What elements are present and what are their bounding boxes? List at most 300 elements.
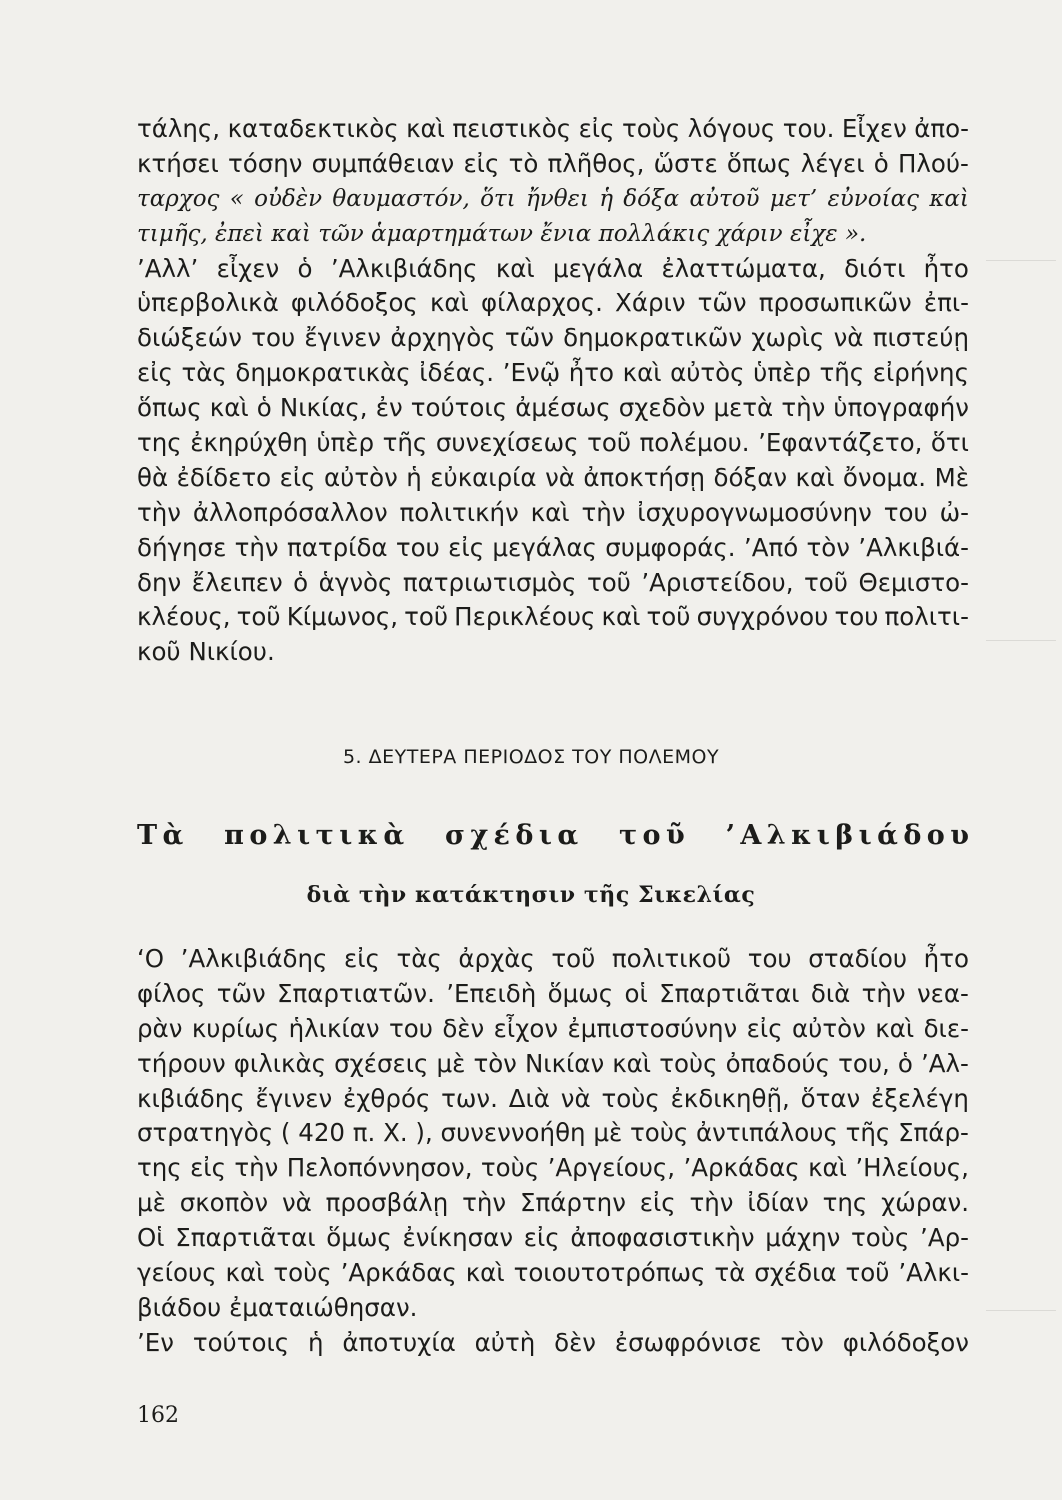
text-line: [137, 977, 969, 1012]
word: συμφοράς.: [605, 532, 736, 562]
word: λόγους: [687, 114, 776, 143]
text-line: [137, 496, 969, 531]
word: δόξαν: [713, 462, 788, 492]
word: ὅμως: [547, 978, 614, 1008]
text-line-quote: [137, 182, 969, 217]
word: ὠ-: [939, 497, 969, 527]
title-letter: ο: [642, 820, 661, 851]
word: ρὰν: [137, 1013, 183, 1043]
word: ὀπαδούς: [725, 1048, 830, 1078]
word: κλέους,: [137, 602, 231, 632]
text-line: [137, 1047, 969, 1082]
word: στρατηγὸς: [137, 1118, 274, 1148]
title-letter: χ: [470, 820, 489, 851]
word: ’Ηλείους,: [855, 1153, 969, 1183]
word: τοὺς: [601, 1083, 660, 1113]
word: τὴν: [137, 497, 181, 527]
title-letter: [584, 820, 614, 851]
word: αὐτὴ: [474, 1327, 536, 1357]
title-letter: α: [557, 820, 579, 851]
text-line: [137, 426, 969, 461]
word: ».: [844, 220, 867, 247]
word: εἰς: [448, 532, 485, 562]
text-line: [137, 566, 969, 601]
text-line: [137, 391, 969, 426]
word: τῶν: [504, 323, 554, 353]
chapter-title-line-1: [137, 820, 969, 851]
word: ἀποτυχία: [342, 1327, 456, 1357]
word: του: [251, 323, 296, 353]
word: φιλόδοξον: [842, 1327, 969, 1357]
word: Σπάρ-: [898, 1118, 969, 1148]
word: ’Αλκι-: [898, 1258, 969, 1288]
word: ἀρχὰς: [458, 944, 535, 973]
page-number: 162: [137, 1403, 179, 1428]
word: συνεννοήθη: [440, 1118, 586, 1148]
word: ἡ: [599, 185, 613, 212]
title-letter: [189, 820, 219, 851]
word: τὸ: [508, 148, 539, 178]
word: τὴν: [234, 532, 279, 562]
word: ’Από: [743, 532, 799, 562]
word: καὶ: [601, 602, 641, 632]
word: τοῦ: [845, 1258, 890, 1288]
word: Σπαρτιᾶται: [659, 978, 800, 1008]
text-line: [137, 252, 969, 287]
word: τοῦ: [587, 428, 632, 458]
title-letter: Τ: [137, 820, 158, 851]
word: ἦτο: [923, 944, 969, 973]
word: Χάριν: [615, 288, 686, 318]
word: τὰς: [396, 944, 442, 973]
word: μετὰ: [713, 393, 774, 423]
title-letter: δ: [903, 820, 922, 851]
word: ὁ: [297, 253, 313, 283]
word: πλῆθος,: [547, 148, 645, 178]
text-line: [137, 1326, 969, 1361]
title-letter: σ: [445, 820, 465, 851]
word: ἀποκτήσῃ: [583, 462, 706, 492]
word: Χ.: [383, 1118, 408, 1148]
word: ἡλικίαν: [288, 1013, 380, 1043]
word: (: [280, 1118, 291, 1148]
word: Νικίου.: [188, 637, 275, 667]
word: συνεχίσεως: [435, 428, 579, 458]
word: δήγησε: [137, 532, 227, 562]
word: τιμῆς,: [137, 220, 208, 247]
title-letter: τ: [618, 820, 638, 851]
chapter-title-line-2: διὰ τὴν κατάκτησιν τῆς Σικελίας: [306, 882, 756, 908]
word: ἔγινεν: [255, 1083, 333, 1113]
word: σταδίου: [808, 944, 908, 973]
word: χάριν: [716, 220, 783, 247]
word: ’Αλλ’: [137, 253, 199, 283]
title-letter: π: [224, 820, 244, 851]
word: τοῦ: [804, 567, 848, 597]
word: τῶν: [216, 978, 266, 1008]
word: φίλαρχος.: [480, 288, 603, 318]
word: ὁ: [897, 1048, 913, 1078]
word: ὅμως: [326, 1223, 392, 1253]
word: Μὲ: [934, 462, 969, 492]
word: ’Επειδὴ: [446, 978, 537, 1008]
bleed-through-mark: [986, 260, 1056, 261]
word: κιβιάδης: [137, 1083, 245, 1113]
word: ὑπερβολικὰ: [137, 288, 279, 318]
word: ὑπὲρ: [316, 428, 375, 458]
word: καὶ: [929, 185, 969, 212]
text-line: [137, 321, 969, 356]
word: καὶ: [465, 1258, 505, 1288]
word: ἐκηρύχθη: [190, 428, 308, 458]
word: θαυμαστόν,: [332, 185, 470, 212]
word: ’Εν: [137, 1327, 174, 1357]
word: διὰ: [810, 978, 851, 1008]
word: τοὺς: [629, 1118, 689, 1148]
word: καὶ: [795, 462, 835, 492]
word: 420: [298, 1118, 345, 1148]
word: πολιτικήν: [399, 497, 519, 527]
word: τὰ: [714, 1258, 746, 1288]
word: τοῦ: [551, 944, 596, 973]
word: ’Ενῷ: [502, 358, 561, 388]
title-letter: ι: [339, 820, 353, 851]
word: πολέμου.: [639, 428, 750, 458]
word: ),: [415, 1118, 433, 1148]
word: μὲ: [137, 1188, 166, 1218]
word: της: [822, 1188, 868, 1218]
word: προσωπικῶν: [758, 288, 912, 318]
text-line: [137, 942, 969, 977]
word: π.: [352, 1118, 376, 1148]
title-letter: τ: [315, 820, 334, 851]
title-letter: ’: [725, 820, 735, 851]
word: καὶ: [209, 393, 249, 423]
word: τοῦ: [236, 602, 281, 632]
word: Σπαρτιᾶται: [175, 1223, 316, 1253]
word: Πελοπόννησον,: [286, 1153, 473, 1183]
word: Νικίας,: [279, 393, 368, 423]
text-line: [137, 1151, 969, 1186]
word: ἦτο: [923, 253, 969, 283]
word: ὅτι: [480, 185, 516, 212]
word: τῆς: [382, 428, 428, 458]
title-letter: κ: [791, 820, 812, 851]
text-line-quote: [137, 217, 969, 252]
word: τοὺς: [273, 1258, 332, 1288]
word: ἀποφασιστικὴν: [570, 1223, 755, 1253]
word: καὶ: [612, 1048, 652, 1078]
title-letter: ά: [877, 820, 898, 851]
word: ἐδίδετο: [176, 462, 272, 492]
word: εἰς: [463, 148, 500, 178]
text-line: [137, 461, 969, 496]
text-line: [137, 1186, 969, 1221]
word: νεα-: [916, 978, 969, 1008]
word: τοὺς: [851, 1223, 910, 1253]
word: Περικλέους: [454, 602, 596, 632]
word: καὶ: [530, 497, 570, 527]
word: τάλης,: [137, 114, 221, 143]
word: τὸν: [806, 532, 850, 562]
word: ἰδίαν: [747, 1188, 809, 1218]
text-line: [137, 600, 969, 635]
word: ὁ: [293, 567, 309, 597]
word: ἀρχηγὸς: [390, 323, 496, 353]
text-line: [137, 1291, 969, 1326]
word: Εἶχεν: [841, 114, 907, 143]
word: πολιτικοῦ: [611, 944, 732, 973]
word: καὶ: [271, 220, 311, 247]
word: πατρίδα: [286, 532, 388, 562]
title-letter: λ: [766, 820, 786, 851]
word: «: [229, 185, 244, 212]
word: τήρουν: [137, 1048, 226, 1078]
word: τὴν: [581, 497, 626, 527]
word: της: [137, 428, 182, 458]
word: ὑπὲρ: [753, 358, 811, 388]
word: αὐτὸς: [670, 358, 745, 388]
title-letter: ι: [858, 820, 872, 851]
word: τούτοις: [192, 1327, 290, 1357]
word: ’Αλκιβιάδης: [180, 944, 328, 973]
word: Οἱ: [137, 1223, 165, 1253]
word: εἰρήνης: [872, 358, 969, 388]
word: εἰς: [639, 1188, 676, 1218]
word: Σπαρτιατῶν.: [277, 978, 435, 1008]
word: τοῦ: [404, 602, 449, 632]
title-letter: ὰ: [162, 820, 184, 851]
word: του: [747, 944, 792, 973]
word: τούτοις: [410, 393, 508, 423]
word: ἡ: [307, 1327, 324, 1357]
word: ‘Ο: [137, 944, 165, 973]
word: ἰδέας.: [419, 358, 495, 388]
word: σχεδὸν: [618, 393, 706, 423]
section-heading: 5. ΔΕΥΤΕΡΑ ΠΕΡΙΟΔΟΣ ΤΟΥ ΠΟΛΕΜΟΥ: [342, 746, 720, 768]
title-letter: έ: [493, 820, 510, 851]
text-line: [137, 1221, 969, 1256]
word: αὐτὸν: [792, 1013, 866, 1043]
word: Νικίαν: [524, 1048, 605, 1078]
word: χωρὶς: [751, 323, 825, 353]
title-letter: ὰ: [383, 820, 405, 851]
word: μεγάλα: [553, 253, 644, 283]
word: εἰς: [190, 1153, 226, 1183]
title-letter: ι: [816, 820, 830, 851]
title-letter: Α: [740, 820, 762, 851]
word: διότι: [844, 253, 906, 283]
word: του: [388, 1013, 433, 1043]
word: ἐνίκησαν: [402, 1223, 514, 1253]
word: κυρίως: [191, 1013, 280, 1043]
word: Σπάρτην: [519, 1188, 626, 1218]
word: ὅπως: [137, 393, 202, 423]
text-line: [137, 356, 969, 391]
word: ἔλειπεν: [191, 567, 283, 597]
word: εἰς: [344, 944, 380, 973]
word: καὶ: [406, 114, 445, 143]
word: ἐκδικηθῇ,: [670, 1083, 790, 1113]
word: ’Αλκιβιάδης: [330, 253, 478, 283]
word: ἀπο-: [914, 114, 969, 143]
word: αὐτὸν: [324, 462, 398, 492]
word: ’Εφαντάζετο,: [758, 428, 923, 458]
word: κτήσει: [137, 148, 219, 178]
word: δημοκρατικὰς: [235, 358, 411, 388]
word: ’Αριστείδου,: [641, 567, 794, 597]
title-letter: ι: [538, 820, 552, 851]
word: καὶ: [225, 1258, 265, 1288]
word: τὴν: [861, 978, 906, 1008]
title-letter: υ: [950, 820, 969, 851]
text-line: [137, 286, 969, 321]
word: προσβάλῃ: [325, 1188, 449, 1218]
word: εἰς: [578, 114, 615, 143]
word: εἶχεν: [216, 253, 280, 283]
word: μὲ: [593, 1118, 623, 1148]
title-letter: [690, 820, 720, 851]
word: καὶ: [808, 1153, 847, 1183]
word: τὴν: [689, 1188, 734, 1218]
text-line: [137, 112, 969, 147]
word: των.: [441, 1083, 498, 1113]
word: δημοκρατικῶν: [563, 323, 743, 353]
word: ἁγνὸς: [318, 567, 393, 597]
word: ’Αλκιβιά-: [858, 532, 969, 562]
word: σχέσεις: [334, 1048, 429, 1078]
word: γείους: [137, 1258, 217, 1288]
text-line: [137, 531, 969, 566]
word: ’Αρκάδας: [683, 1153, 800, 1183]
word: ὁ: [256, 393, 272, 423]
word: μὲ: [436, 1048, 466, 1078]
word: ἰσχυρογνωμοσύνην: [637, 497, 872, 527]
word: φιλικὰς: [233, 1048, 326, 1078]
word: τῆς: [845, 1118, 891, 1148]
bleed-through-mark: [986, 640, 1056, 641]
word: πειστικὸς: [452, 114, 572, 143]
word: ἐλαττώματα,: [661, 253, 826, 283]
word: τοῦ: [586, 567, 631, 597]
word: ἐμπιστοσύνην: [567, 1013, 738, 1043]
word: νὰ: [281, 1188, 312, 1218]
word: του,: [838, 1048, 890, 1078]
word: πιστεύῃ: [872, 323, 969, 353]
title-letter: ι: [297, 820, 311, 851]
word: θὰ: [137, 462, 169, 492]
word: διε-: [923, 1013, 969, 1043]
word: φιλόδοξος: [290, 288, 418, 318]
word: εὐνοίας: [827, 185, 920, 212]
title-letter: [410, 820, 440, 851]
word: τῆς: [819, 358, 865, 388]
word: εἶχε: [789, 220, 838, 247]
word: ὅταν: [800, 1083, 861, 1113]
word: του: [883, 497, 928, 527]
word: του: [395, 532, 440, 562]
title-letter: κ: [357, 820, 378, 851]
word: πολλάκις: [598, 220, 710, 247]
word: ἀντιπάλους: [696, 1118, 838, 1148]
word: νὰ: [545, 462, 575, 492]
word: ἁμαρτημάτων: [371, 220, 534, 247]
word: ταρχος: [137, 185, 220, 212]
word: αὐτοῦ: [689, 185, 760, 212]
word: καὶ: [429, 288, 469, 318]
word: πολιτι-: [884, 602, 969, 632]
word: Διὰ: [508, 1083, 550, 1113]
word: μεγάλας: [492, 532, 597, 562]
word: λέγει: [800, 148, 865, 178]
word: σκοπὸν: [179, 1188, 269, 1218]
word: τὸν: [780, 1327, 824, 1357]
word: δην: [137, 567, 182, 597]
word: ἡ: [406, 462, 422, 492]
word: τοὺς: [480, 1153, 540, 1183]
word: ’Αρκάδας: [340, 1258, 457, 1288]
word: εἰς: [523, 1223, 560, 1253]
word: ὥστε: [653, 148, 718, 178]
word: καὶ: [495, 253, 535, 283]
word: Πλού-: [897, 148, 969, 178]
text-line: [137, 147, 969, 182]
word: τοὺς: [659, 1048, 718, 1078]
word: τῶν: [697, 288, 747, 318]
word: κοῦ: [137, 637, 181, 667]
text-line: [137, 635, 969, 670]
title-letter: ο: [926, 820, 945, 851]
word: ἔνια: [540, 220, 592, 247]
word: εὐκαιρία: [430, 462, 537, 492]
word: ὅπως: [726, 148, 792, 178]
word: Κίμωνος,: [286, 602, 398, 632]
word: του.: [782, 114, 835, 143]
text-line: [137, 1256, 969, 1291]
word: ἐξελέγη: [871, 1083, 969, 1113]
word: του: [834, 602, 879, 632]
word: καὶ: [875, 1013, 915, 1043]
text-block-upper: [137, 112, 969, 670]
word: ἀμέσως: [515, 393, 611, 423]
word: ’Αλ-: [920, 1048, 969, 1078]
word: ὑπογραφήν: [833, 393, 969, 423]
word: ἦτο: [568, 358, 615, 388]
word: καὶ: [622, 358, 662, 388]
word: ἤνθει: [525, 185, 589, 212]
text-block-lower: [137, 942, 969, 1361]
word: νὰ: [833, 323, 864, 353]
word: τὸν: [473, 1048, 517, 1078]
word: τόσην: [227, 148, 303, 178]
word: δὲν: [554, 1327, 596, 1357]
word: μετ’: [769, 185, 818, 212]
word: νὰ: [560, 1083, 591, 1113]
word: ἐχθρός: [343, 1083, 431, 1113]
word: χώραν.: [881, 1188, 969, 1218]
word: πατριωτισμὸς: [402, 567, 577, 597]
word: οὐδὲν: [254, 185, 323, 212]
word: οἱ: [624, 978, 648, 1008]
word: τῶν: [318, 220, 364, 247]
word: τὴν: [234, 1153, 279, 1183]
word: δὲν: [442, 1013, 485, 1043]
word: τοὺς: [621, 114, 681, 143]
word: ἐσωφρόνισε: [614, 1327, 762, 1357]
title-letter: ῦ: [665, 820, 685, 851]
word: φίλος: [137, 978, 206, 1008]
word: τὰς: [181, 358, 227, 388]
